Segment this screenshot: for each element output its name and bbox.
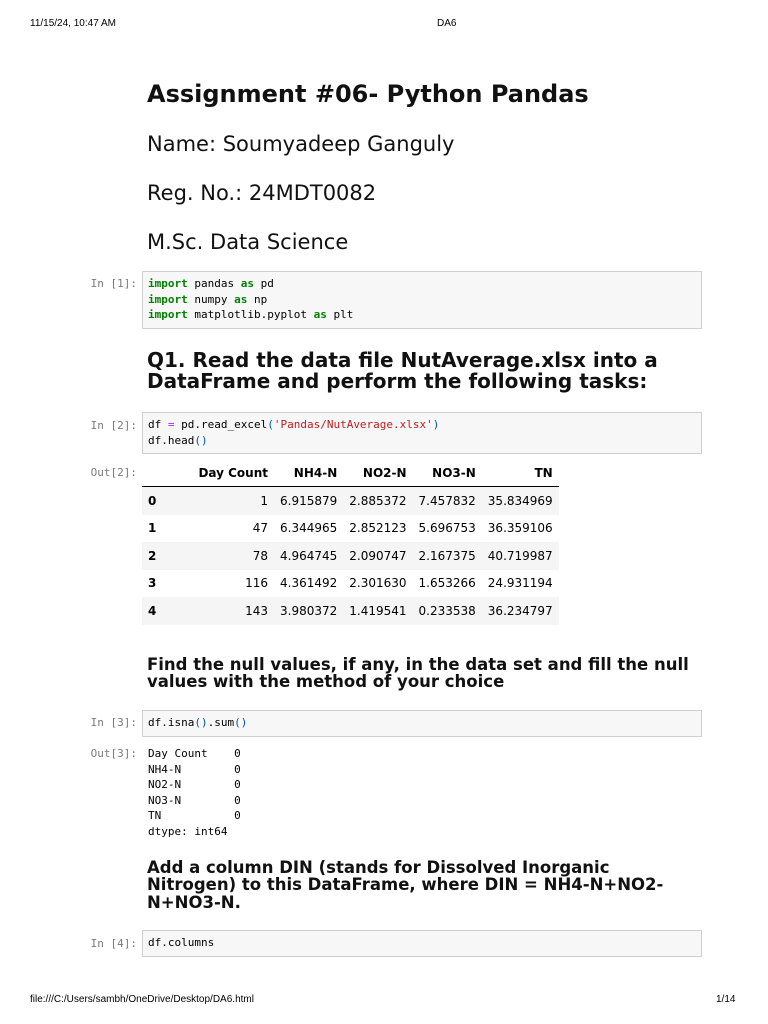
- input-prompt-4: In [4]:: [90, 937, 137, 950]
- table-cell: 36.234797: [487, 603, 553, 618]
- keyword: import: [148, 277, 188, 290]
- keyword: as: [240, 277, 254, 290]
- isna-output: [148, 746, 241, 839]
- registration-number: Reg. No.: 24MDT0082: [147, 181, 377, 205]
- table-cell: 24.931194: [487, 576, 553, 591]
- variable: df: [148, 418, 162, 431]
- table-cell: 143: [245, 603, 268, 618]
- table-cell: 7.457832: [418, 493, 476, 508]
- dataframe-table: [142, 460, 559, 625]
- student-name: Name: Soumyadeep Ganguly: [147, 132, 455, 156]
- table-row: [142, 542, 559, 570]
- question-1-heading: Q1. Read the data file NutAverage.xlsx into a DataFrame and perform the following tasks:: [147, 348, 658, 393]
- column-header: NO3-N: [413, 460, 482, 487]
- code-cell-1[interactable]: [142, 271, 702, 329]
- keyword: import: [148, 292, 188, 306]
- string-literal: 'Pandas/NutAverage.xlsx': [273, 418, 433, 431]
- table-row: [142, 487, 559, 515]
- print-header-datetime: 11/15/24, 10:47 AM: [30, 18, 116, 29]
- table-cell: 2.885372: [349, 493, 407, 508]
- output-line: TN 0: [148, 809, 241, 822]
- table-cell: 6.344965: [280, 521, 338, 536]
- subquestion-null-values: Find the null values, if any, in the data set and fill the null values with the method of your choice: [147, 655, 689, 692]
- operator: =: [167, 418, 175, 431]
- table-cell: 2.301630: [349, 576, 407, 591]
- keyword: as: [313, 308, 327, 321]
- column-header: NO2-N: [343, 460, 412, 487]
- table-cell: 2.852123: [349, 521, 407, 536]
- paren: (: [267, 418, 274, 431]
- row-index: 4: [148, 603, 157, 618]
- print-footer-page: 1/14: [716, 994, 736, 1005]
- table-cell: 1.653266: [418, 576, 476, 591]
- course-name: M.Sc. Data Science: [147, 230, 349, 254]
- alias: pd: [260, 277, 274, 290]
- keyword: import: [148, 308, 188, 321]
- output-prompt-2: Out[2]:: [90, 466, 137, 479]
- input-prompt-2: In [2]:: [90, 419, 137, 432]
- code-text: df.columns: [148, 936, 215, 949]
- output-line: NO2-N 0: [148, 778, 241, 791]
- table-cell: 4.361492: [280, 576, 338, 591]
- module-name: numpy: [194, 292, 228, 306]
- table-cell: 4.964745: [280, 548, 338, 563]
- table-row: [142, 515, 559, 543]
- paren: (): [234, 716, 248, 729]
- paren: (): [194, 716, 208, 729]
- function-call: .sum: [207, 716, 235, 729]
- input-prompt-3: In [3]:: [90, 716, 137, 729]
- table-cell: 116: [245, 576, 268, 591]
- table-cell: 40.719987: [487, 548, 553, 563]
- row-index: 3: [148, 576, 157, 591]
- module-name: matplotlib.pyplot: [194, 308, 307, 321]
- function-call: pd.read_excel: [181, 418, 268, 431]
- table-cell: 35.834969: [487, 493, 553, 508]
- input-prompt-1: In [1]:: [90, 277, 137, 290]
- output-line: NO3-N 0: [148, 793, 241, 807]
- print-header-title: DA6: [437, 18, 457, 29]
- table-cell: 6.915879: [280, 493, 338, 508]
- output-line: NH4-N 0: [148, 762, 241, 776]
- alias: plt: [333, 308, 354, 321]
- column-header: NH4-N: [274, 460, 343, 487]
- paren: ): [432, 418, 440, 431]
- output-line: Day Count 0: [148, 747, 241, 760]
- function-call: df.isna: [148, 716, 195, 729]
- column-header: Day Count: [174, 460, 274, 487]
- column-header-index: [142, 460, 174, 487]
- table-cell: 5.696753: [418, 521, 476, 536]
- table-cell: 78: [252, 548, 268, 563]
- row-index: 0: [148, 493, 157, 508]
- table-cell: 36.359106: [487, 521, 553, 536]
- table-cell: 2.167375: [418, 548, 476, 563]
- module-name: pandas: [194, 277, 235, 290]
- code-cell-4[interactable]: [142, 930, 702, 957]
- subquestion-add-din: Add a column DIN (stands for Dissolved Inorganic Nitrogen) to this DataFrame, where DIN = NH4-N+NO2-N+NO3-N.: [147, 858, 664, 912]
- output-prompt-3: Out[3]:: [90, 747, 137, 760]
- table-cell: 3.980372: [280, 603, 338, 618]
- paren: (): [194, 433, 208, 447]
- table-row: [142, 597, 559, 625]
- function-call: df.head: [148, 433, 195, 447]
- table-cell: 1.419541: [349, 603, 407, 618]
- page-title: Assignment #06- Python Pandas: [147, 80, 589, 108]
- table-header-row: [142, 460, 559, 487]
- table-cell: 47: [252, 521, 268, 536]
- row-index: 2: [148, 548, 157, 563]
- table-cell: 0.233538: [418, 603, 476, 618]
- column-header: TN: [482, 460, 559, 487]
- code-cell-3[interactable]: [142, 710, 702, 737]
- row-index: 1: [148, 521, 157, 536]
- table-cell: 2.090747: [349, 548, 407, 563]
- keyword: as: [234, 292, 248, 306]
- print-footer-path: file:///C:/Users/sambh/OneDrive/Desktop/DA6.html: [30, 994, 254, 1005]
- table-row: [142, 570, 559, 598]
- table-cell: 1: [260, 493, 268, 508]
- alias: np: [254, 292, 268, 306]
- code-cell-2[interactable]: [142, 412, 702, 454]
- output-line: dtype: int64: [148, 824, 228, 838]
